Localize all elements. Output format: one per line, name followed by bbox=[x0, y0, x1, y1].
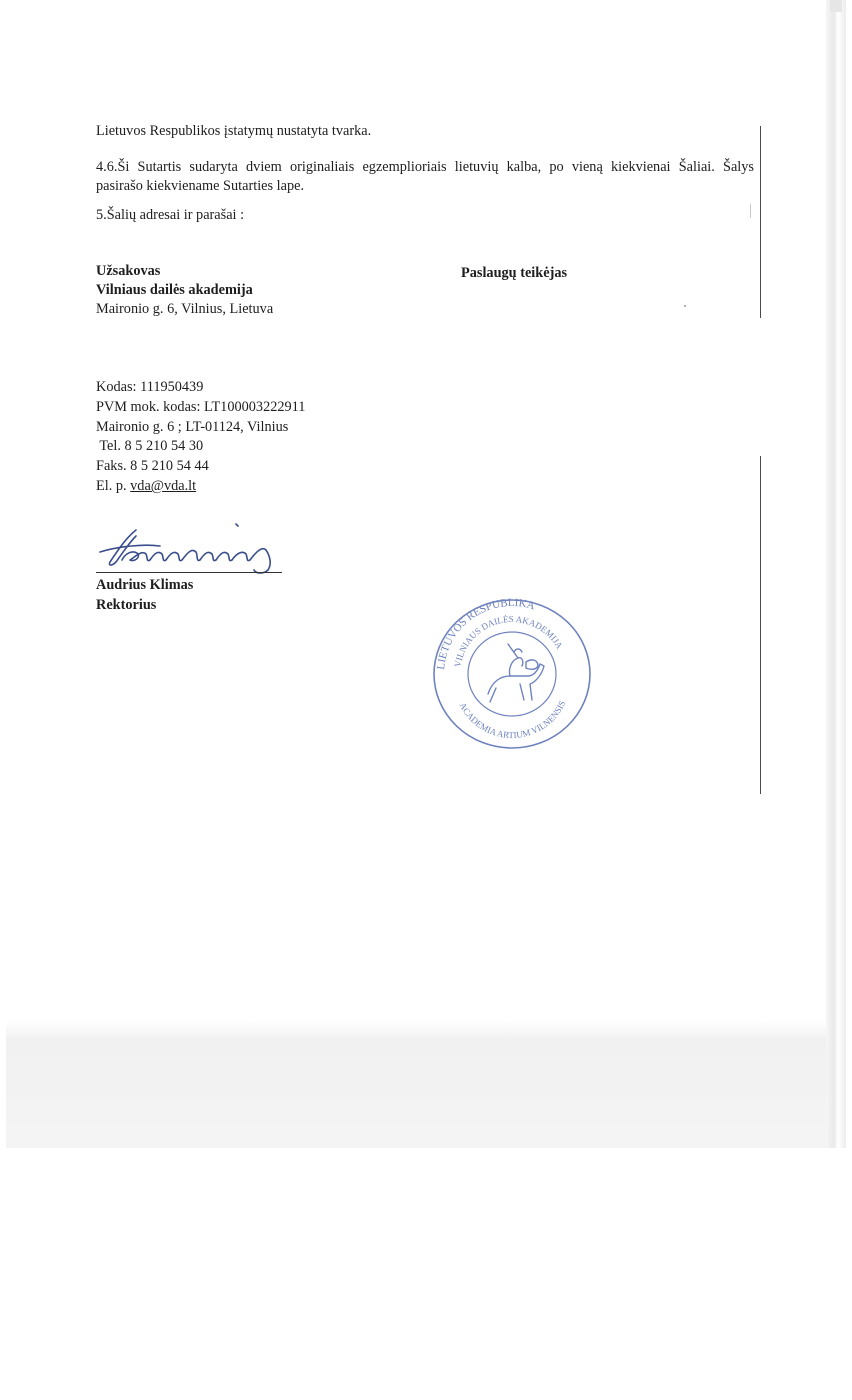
customer-phone: Tel. 8 5 210 54 30 bbox=[96, 438, 204, 454]
handwritten-signature bbox=[96, 516, 288, 576]
customer-address: Maironio g. 6, Vilnius, Lietuva bbox=[96, 301, 274, 317]
signatory-name: Audrius Klimas bbox=[96, 577, 194, 593]
svg-text:LIETUVOS RESPUBLIKA bbox=[435, 597, 536, 670]
stamp-outer-text: LIETUVOS RESPUBLIKA bbox=[435, 596, 537, 671]
clause-4-6-line-1: 4.6.Ši Sutartis sudaryta dviem originaliais egzemplioriais lietuvių kalba, po vieną kiekvienai Šaliai. Šalys bbox=[96, 159, 754, 175]
customer-code: Kodas: 111950439 bbox=[96, 379, 204, 395]
law-line: Lietuvos Respublikos įstatymų nustatyta tvarka. bbox=[96, 123, 372, 139]
clause-4-6-line-2: pasirašo kiekviename Sutarties lape. bbox=[96, 178, 305, 194]
margin-line bbox=[760, 456, 761, 794]
scan-edge-shadow bbox=[826, 0, 846, 1148]
customer-fax: Faks. 8 5 210 54 44 bbox=[96, 458, 209, 474]
official-stamp bbox=[430, 596, 594, 752]
clause-5: 5.Šalių adresai ir parašai : bbox=[96, 207, 245, 223]
customer-full-address: Maironio g. 6 ; LT-01124, Vilnius bbox=[96, 419, 289, 435]
email-label: El. p. bbox=[96, 478, 131, 494]
scan-corner-mark bbox=[830, 0, 842, 12]
signature-line bbox=[96, 572, 282, 573]
provider-role: Paslaugų teikėjas bbox=[461, 265, 568, 281]
signatory-title: Rektorius bbox=[96, 597, 157, 613]
margin-mark bbox=[750, 204, 751, 218]
customer-name: Vilniaus dailės akademija bbox=[96, 282, 253, 298]
stamp-latin-text: ACADEMIA ARTIUM VILNENSIS bbox=[457, 699, 568, 741]
customer-email-row bbox=[96, 477, 196, 496]
customer-vat: PVM mok. kodas: LT100003222911 bbox=[96, 399, 306, 415]
stamp-inner-text: VILNIAUS DAILĖS AKADEMIJA bbox=[452, 613, 565, 668]
margin-line bbox=[760, 126, 761, 318]
customer-role: Užsakovas bbox=[96, 263, 161, 279]
svg-text:ACADEMIA ARTIUM VILNENSIS bbox=[458, 699, 568, 740]
scan-speck bbox=[684, 305, 686, 307]
email-link[interactable]: vda@vda.lt bbox=[130, 478, 197, 494]
